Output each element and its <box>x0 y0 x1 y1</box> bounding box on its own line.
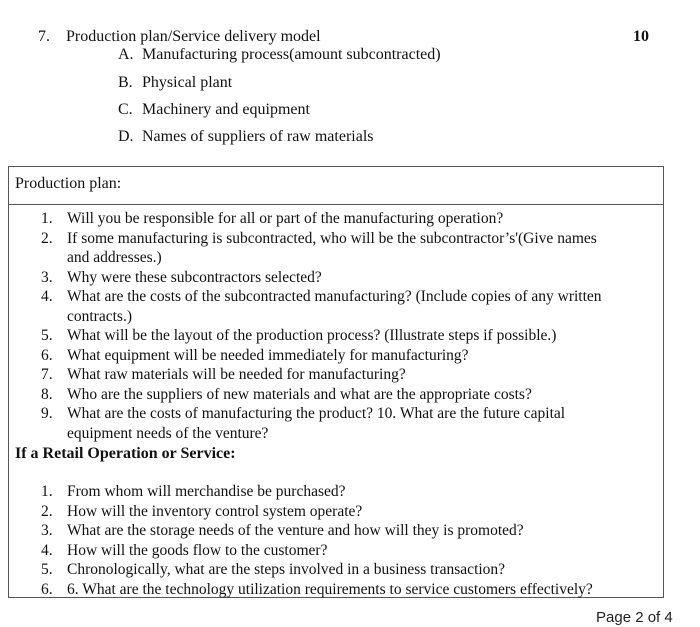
list-item-number: 9. <box>41 405 53 422</box>
list-item <box>9 385 602 405</box>
list-item-number: 1. <box>41 210 53 227</box>
subitem-text: Machinery and equipment <box>142 101 310 118</box>
list-item-number: 4. <box>41 541 53 559</box>
list-item-text: What equipment will be needed immediately for manufacturing? <box>67 346 469 364</box>
list-item-text: From whom will merchandise be purchased? <box>67 483 346 500</box>
list-item <box>9 482 593 502</box>
list-item-text: 6. What are the technology utilization requirements to service customers effectively? <box>67 580 593 598</box>
list-item-text-cont: contracts.) <box>67 307 132 325</box>
list-item-number: 2. <box>41 229 53 247</box>
subitem-text: Physical plant <box>142 74 233 91</box>
list-item-number: 3. <box>41 522 53 539</box>
production-plan-list <box>9 209 602 443</box>
list-item <box>9 229 602 268</box>
list-item-text: Chronologically, what are the steps involved in a business transaction? <box>67 561 506 578</box>
list-item-text-cont: equipment needs of the venture? <box>67 424 269 442</box>
retail-heading: If a Retail Operation or Service: <box>15 445 236 462</box>
subitem-letter: B. <box>118 74 133 91</box>
list-item-number: 8. <box>41 385 53 403</box>
list-item <box>9 580 593 600</box>
list-item-number: 5. <box>41 327 53 344</box>
list-item <box>9 404 602 443</box>
list-item-number: 4. <box>41 288 53 305</box>
list-item <box>9 346 602 366</box>
list-item-text: If some manufacturing is subcontracted, who will be the subcontractor’s'(Give names <box>67 229 597 247</box>
subitem-text: Manufacturing process(amount subcontracted) <box>142 46 441 63</box>
list-item-text: Who are the suppliers of new materials and what are the appropriate costs? <box>67 385 532 403</box>
list-item-number: 6. <box>41 346 53 364</box>
production-plan-header <box>9 167 663 205</box>
list-item-number: 6. <box>41 580 53 598</box>
list-item <box>9 209 602 229</box>
list-item-text: How will the inventory control system operate? <box>67 502 363 520</box>
list-item-text: What are the costs of manufacturing the product? 10. What are the future capital <box>67 405 566 422</box>
list-item-number: 1. <box>41 483 53 500</box>
list-item-text: What raw materials will be needed for manufacturing? <box>67 366 406 383</box>
page-number: Page 2 of 4 <box>596 609 673 626</box>
list-item <box>9 365 602 385</box>
list-item-text: What will be the layout of the production process? (Illustrate steps if possible.) <box>67 327 557 344</box>
list-item-number: 5. <box>41 561 53 578</box>
production-plan-box <box>8 166 664 598</box>
list-item <box>9 287 602 326</box>
list-item <box>9 268 602 288</box>
list-item-text: How will the goods flow to the customer? <box>67 541 328 559</box>
subitem-text: Names of suppliers of raw materials <box>142 128 374 145</box>
list-item <box>9 326 602 346</box>
list-item <box>9 541 593 561</box>
list-item-text: What are the costs of the subcontracted manufacturing? (Include copies of any written <box>67 288 602 305</box>
subitem-letter: C. <box>118 101 133 118</box>
retail-list <box>9 482 593 599</box>
list-item-text-cont: and addresses.) <box>67 249 162 266</box>
subitem-letter: D. <box>118 128 134 145</box>
list-item-number: 7. <box>41 366 53 383</box>
section-title: Production plan/Service delivery model <box>66 28 321 45</box>
list-item-text: Why were these subcontractors selected? <box>67 268 322 286</box>
list-item <box>9 502 593 522</box>
section-points: 10 <box>633 28 649 45</box>
list-item-text: Will you be responsible for all or part of the manufacturing operation? <box>67 210 504 227</box>
list-item-number: 3. <box>41 268 53 286</box>
list-item <box>9 521 593 541</box>
list-item-number: 2. <box>41 502 53 520</box>
section-number: 7. <box>38 28 50 45</box>
list-item <box>9 560 593 580</box>
list-item-text: What are the storage needs of the venture and how will they is promoted? <box>67 522 524 539</box>
production-plan-heading: Production plan: <box>15 175 122 192</box>
subitem-letter: A. <box>118 46 134 63</box>
